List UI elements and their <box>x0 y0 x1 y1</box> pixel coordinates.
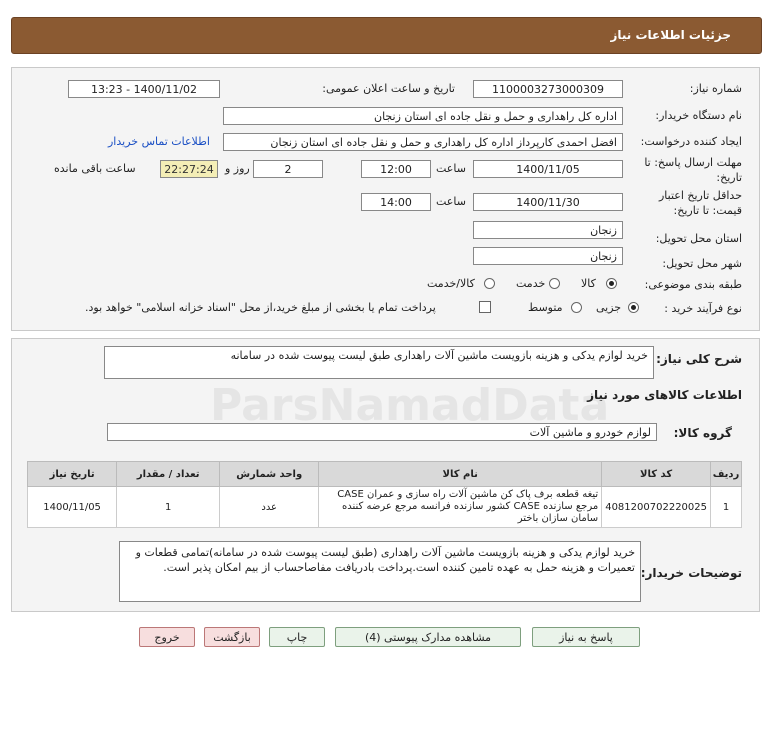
need-number-label: شماره نیاز: <box>689 82 742 95</box>
process-option-minor: جزیی <box>596 301 622 314</box>
category-option-goods: کالا <box>581 277 596 290</box>
need-number-field: 1100003273000309 <box>473 80 623 98</box>
category-radio-both[interactable] <box>484 278 495 289</box>
days-field: 2 <box>253 160 323 178</box>
category-radio-service[interactable] <box>549 278 560 289</box>
col-name: نام کالا <box>319 462 602 487</box>
announce-label: تاریخ و ساعت اعلان عمومی: <box>322 82 455 95</box>
deadline-time-field: 12:00 <box>361 160 431 178</box>
cell-unit: عدد <box>220 487 319 528</box>
buyer-notes-field: خرید لوازم یدکی و هزینه بازویست ماشین آلات راهداری (طبق لیست پیوست شده در سامانه)تمامی قطعات و تعمیرات و هزینه حمل به عهده تامین کننده است.پرداخت بادریافت مفاصاحساب از بیم امکان پذیر است. <box>119 541 641 602</box>
announce-field: 1400/11/02 - 13:23 <box>68 80 220 98</box>
deadline-label: مهلت ارسال پاسخ: تا تاریخ: <box>644 156 742 184</box>
table-row <box>28 487 742 528</box>
category-label: طبقه بندی موضوعی: <box>644 278 742 291</box>
process-radio-minor[interactable] <box>628 302 639 313</box>
cell-date: 1400/11/05 <box>28 487 117 528</box>
days-label: روز و <box>225 162 250 175</box>
province-field: زنجان <box>473 221 623 239</box>
remaining-time-field: 22:27:24 <box>160 160 218 178</box>
process-radio-medium[interactable] <box>571 302 582 313</box>
print-button[interactable]: چاپ <box>269 627 325 647</box>
process-option-medium: متوسط <box>528 301 563 314</box>
col-date: تاریخ نیاز <box>28 462 117 487</box>
validity-time-label: ساعت <box>436 195 466 208</box>
category-option-both: کالا/خدمت <box>427 277 475 290</box>
validity-time-field: 14:00 <box>361 193 431 211</box>
reply-button[interactable]: پاسخ به نیاز <box>532 627 640 647</box>
category-option-service: خدمت <box>516 277 546 290</box>
creator-label: ایجاد کننده درخواست: <box>640 135 742 148</box>
goods-section-title: اطلاعات کالاهای مورد نیاز <box>587 388 742 402</box>
back-button[interactable]: بازگشت <box>204 627 260 647</box>
goods-group-label: گروه کالا: <box>673 426 732 440</box>
remaining-label: ساعت باقی مانده <box>54 162 136 175</box>
goods-table <box>27 461 742 528</box>
treasury-payment-note: پرداخت تمام یا بخشی از مبلغ خرید،از محل "اسناد خزانه اسلامی" خواهد بود. <box>85 301 436 314</box>
cell-qty: 1 <box>117 487 220 528</box>
cell-name: تیغه قطعه برف پاک کن ماشین آلات راه سازی و عمران CASE مرجع سازنده CASE کشور سازنده فرانسه مرجع عرضه کننده سامان سازان باختر <box>319 487 602 528</box>
deadline-date-field: 1400/11/05 <box>473 160 623 178</box>
category-radio-goods[interactable] <box>606 278 617 289</box>
validity-date-field: 1400/11/30 <box>473 193 623 211</box>
col-row: ردیف <box>711 462 742 487</box>
page-title: جزئیات اطلاعات نیاز <box>610 28 731 42</box>
cell-code: 4081200702220025 <box>602 487 711 528</box>
summary-field: خرید لوازم یدکی و هزینه بازویست ماشین آلات راهداری طبق لیست پیوست شده در سامانه <box>104 346 654 379</box>
exit-button[interactable]: خروج <box>139 627 195 647</box>
city-field: زنجان <box>473 247 623 265</box>
city-label: شهر محل تحویل: <box>662 257 742 270</box>
creator-field: افضل احمدی کارپرداز اداره کل راهداری و حمل و نقل جاده ای استان زنجان <box>223 133 623 151</box>
page-header <box>11 17 762 54</box>
contact-info-link[interactable]: اطلاعات تماس خریدار <box>108 135 210 148</box>
cell-row: 1 <box>711 487 742 528</box>
treasury-payment-checkbox[interactable] <box>479 301 491 313</box>
deadline-time-label: ساعت <box>436 162 466 175</box>
attachments-button[interactable]: مشاهده مدارک پیوستی (4) <box>335 627 521 647</box>
process-label: نوع فرآیند خرید : <box>664 302 742 315</box>
buyer-label: نام دستگاه خریدار: <box>655 109 742 122</box>
province-label: استان محل تحویل: <box>655 232 742 245</box>
validity-label: حداقل تاریخ اعتبار قیمت: تا تاریخ: <box>658 189 742 217</box>
col-qty: تعداد / مقدار <box>117 462 220 487</box>
col-unit: واحد شمارش <box>220 462 319 487</box>
buyer-notes-label: توضیحات خریدار: <box>640 566 742 580</box>
summary-label: شرح کلی نیاز: <box>656 352 742 366</box>
col-code: کد کالا <box>602 462 711 487</box>
goods-group-field: لوازم خودرو و ماشین آلات <box>107 423 657 441</box>
buyer-field: اداره کل راهداری و حمل و نقل جاده ای استان زنجان <box>223 107 623 125</box>
